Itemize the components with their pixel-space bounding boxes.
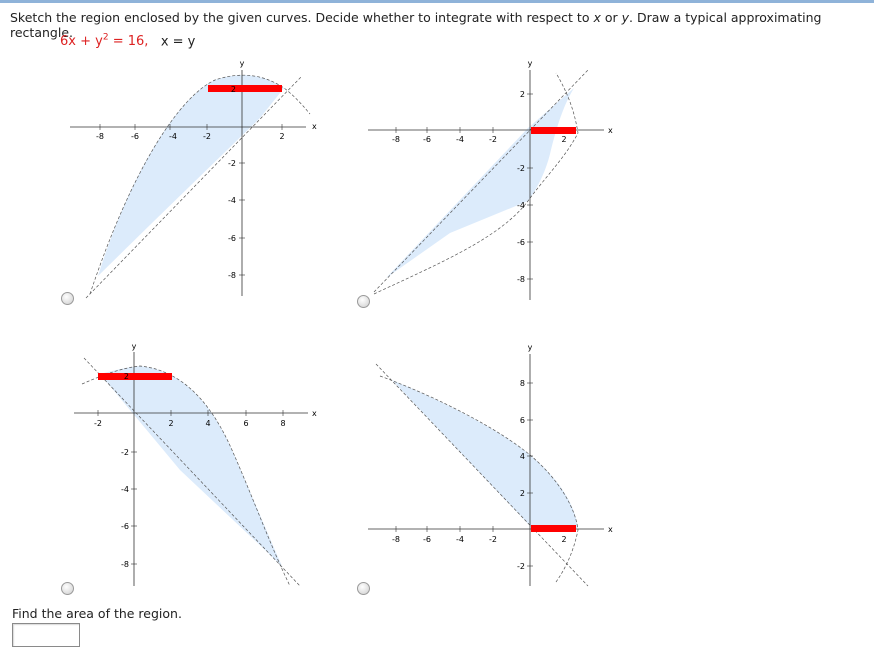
x-tick-label: 8 [280,419,286,428]
approximating-rectangle [208,85,282,92]
y-tick-label: -8 [121,560,129,569]
problem-or: or [600,10,622,25]
equation [60,33,195,49]
region-fill [392,380,578,528]
y-tick-label: -2 [228,159,236,168]
top-border [0,0,874,3]
area-question: Find the area of the region. [12,606,182,621]
region-fill [386,88,574,278]
y-tick-label: -4 [228,196,236,205]
y-tick-label: 2 [123,372,129,381]
x-tick-label: 2 [279,132,285,141]
approximating-rectangle [531,127,576,134]
x-tick-label: -6 [423,135,431,144]
radio-option-2[interactable] [357,295,370,308]
x-axis-label: x [608,525,613,534]
problem-text-prefix: Sketch the region enclosed by the given curves. Decide whether to integrate with respect to [10,10,594,25]
y-tick-label: 2 [230,85,236,94]
radio-option-4[interactable] [357,582,370,595]
y-tick-label: -4 [121,485,129,494]
x-tick-label: 4 [205,419,211,428]
problem-var-y: y [621,10,629,25]
y-tick-label: -2 [517,562,525,571]
equation-2: x = y [160,34,196,50]
x-tick-label: 2 [561,135,567,144]
equation-1: $6x + y^2 = 16$, [60,33,149,50]
x-tick-label: -2 [489,535,497,544]
graph-option-4 [360,340,630,600]
y-tick-label: -6 [517,238,525,247]
graph-option-2 [360,58,620,308]
x-tick-label: -4 [456,535,464,544]
y-tick-label: -4 [517,201,525,210]
y-tick-label: -8 [517,275,525,284]
y-tick-label: 6 [519,416,525,425]
y-tick-label: 2 [519,489,525,498]
x-tick-label: -2 [94,419,102,428]
x-tick-label: -8 [392,135,400,144]
y-tick-label: -6 [228,234,236,243]
y-tick-label: -2 [121,448,129,457]
y-axis-label: y [239,59,245,68]
x-tick-label: -8 [96,132,104,141]
x-tick-label: 2 [561,535,567,544]
x-axis-label: x [312,122,317,131]
x-tick-label: -6 [131,132,139,141]
x-tick-label: -8 [392,535,400,544]
x-tick-label: -4 [456,135,464,144]
radio-option-3[interactable] [61,582,74,595]
problem-var-x: x [593,10,601,25]
x-axis-label: x [312,409,317,418]
y-tick-label: -8 [228,271,236,280]
graph-option-3 [60,340,330,600]
y-axis-label: y [527,343,533,352]
region-fill [98,75,284,276]
approximating-rectangle [98,373,172,380]
problem-text-suffix: . Draw a typical approximating rectangle. [10,10,822,40]
y-tick-label: -6 [121,522,129,531]
graph-option-1 [60,58,320,308]
region-fill [100,366,282,566]
y-tick-label: 2 [519,90,525,99]
area-answer-input[interactable] [12,623,80,647]
y-tick-label: 4 [519,452,525,461]
approximating-rectangle [531,525,576,532]
x-tick-label: 6 [243,419,249,428]
y-axis-label: y [527,59,533,68]
y-tick-label: 8 [519,379,525,388]
radio-option-1[interactable] [61,292,74,305]
y-axis-label: y [131,342,137,351]
y-tick-label: -2 [517,164,525,173]
x-tick-label: -4 [169,132,177,141]
x-tick-label: -2 [489,135,497,144]
x-tick-label: -6 [423,535,431,544]
x-axis-label: x [608,126,613,135]
x-tick-label: -2 [203,132,211,141]
x-tick-label: 2 [168,419,174,428]
